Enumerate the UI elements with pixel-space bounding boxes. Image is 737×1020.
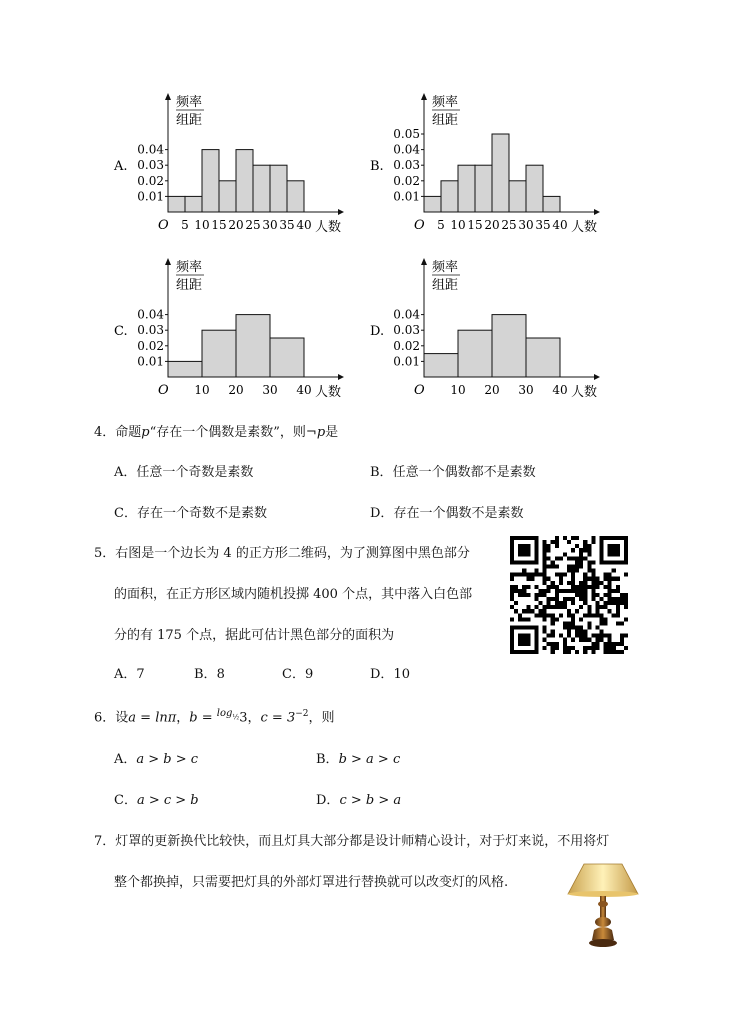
histogram-b-bar bbox=[492, 134, 509, 212]
histogram-c-bar bbox=[202, 330, 236, 377]
qr-modules bbox=[510, 536, 628, 654]
q6-option-d-text: c > b > a bbox=[339, 793, 402, 808]
histogram-c-x-tick-label: 10 bbox=[194, 383, 210, 397]
histogram-b-y-tick-label: 0.04 bbox=[393, 142, 420, 157]
q6-suffix: ，则 bbox=[308, 710, 335, 726]
histogram-b-x-tick-label: 30 bbox=[518, 218, 534, 232]
q5-line-1 bbox=[94, 547, 470, 560]
histogram-d bbox=[366, 255, 626, 410]
q6-b-log: log bbox=[216, 708, 233, 720]
histogram-b-x-unit: 人数 bbox=[571, 220, 598, 235]
histogram-b-bar bbox=[441, 181, 458, 212]
q4-option-d[interactable] bbox=[370, 507, 523, 520]
histogram-a-y-tick-label: 0.03 bbox=[137, 158, 164, 173]
q5-option-d-text: 10 bbox=[393, 667, 410, 682]
histogram-d-x-unit: 人数 bbox=[571, 385, 598, 400]
q5-option-a[interactable] bbox=[114, 668, 145, 681]
q6-b-arg: 3 bbox=[239, 710, 248, 726]
q6-option-c-key: C． bbox=[114, 793, 137, 808]
histogram-b-bar bbox=[526, 165, 543, 212]
histogram-b-bar bbox=[509, 181, 526, 212]
lamp-base bbox=[589, 939, 617, 947]
histogram-a-bar bbox=[185, 196, 202, 212]
q4-stem-post: 是 bbox=[325, 425, 339, 440]
histogram-a bbox=[110, 90, 370, 245]
histogram-b-bar bbox=[458, 165, 475, 212]
histogram-d-y-tick-label: 0.03 bbox=[393, 323, 420, 338]
q5-text-1: 右图是一个边长为 4 的正方形二维码，为了测算图中黑色部分 bbox=[115, 546, 470, 561]
histogram-c-bar bbox=[270, 338, 304, 377]
histogram-a-x-tick-label: 40 bbox=[296, 218, 312, 232]
histogram-a-bar bbox=[219, 181, 236, 212]
q6-c-exp: −2 bbox=[295, 709, 309, 719]
q6-option-b-key: B． bbox=[316, 752, 339, 767]
lamp-shade bbox=[568, 864, 638, 894]
q4-number: 4． bbox=[94, 425, 116, 440]
histogram-b-x-tick-label: 5 bbox=[437, 218, 445, 232]
histogram-c-svg bbox=[110, 255, 370, 410]
q5-number: 5． bbox=[94, 546, 116, 561]
histogram-c-x-unit: 人数 bbox=[315, 385, 342, 400]
histogram-d-x-tick-label: 10 bbox=[450, 383, 466, 397]
histogram-a-x-tick-label: 35 bbox=[279, 218, 295, 232]
q4-option-c[interactable] bbox=[114, 507, 267, 520]
histogram-c-origin: O bbox=[158, 383, 169, 398]
histogram-d-y-tick-label: 0.01 bbox=[393, 354, 420, 369]
q6-option-b-text: b > a > c bbox=[338, 752, 401, 767]
q6-stem bbox=[94, 710, 335, 727]
q5-option-a-key: A． bbox=[114, 667, 137, 682]
q4-option-d-key: D． bbox=[370, 506, 394, 521]
histogram-c-x-tick-label: 20 bbox=[228, 383, 244, 397]
q5-option-c-text: 9 bbox=[304, 667, 314, 682]
q4-neg-p: ¬p bbox=[305, 425, 326, 440]
histogram-c-y-tick-label: 0.03 bbox=[137, 323, 164, 338]
histogram-c-y-tick-label: 0.04 bbox=[137, 307, 164, 322]
histogram-a-y-tick-label: 0.02 bbox=[137, 173, 164, 188]
q4-p: p bbox=[141, 425, 150, 440]
histogram-a-bar bbox=[287, 181, 304, 212]
histogram-a-bar bbox=[168, 196, 185, 212]
histogram-a-bar bbox=[270, 165, 287, 212]
q5-option-b-text: 8 bbox=[216, 667, 225, 682]
histogram-d-option-label: D. bbox=[370, 324, 385, 339]
histogram-a-svg bbox=[110, 90, 370, 245]
q6-b-base: ½ bbox=[232, 713, 240, 722]
q4-option-a[interactable] bbox=[114, 466, 253, 479]
q7-number: 7． bbox=[94, 834, 116, 849]
histogram-b-y-arrow bbox=[421, 93, 427, 100]
histogram-a-y-label-bottom: 组距 bbox=[176, 113, 203, 128]
q4-option-b-text: 任意一个偶数都不是素数 bbox=[392, 465, 536, 480]
q6-option-d-key: D． bbox=[316, 793, 340, 808]
q5-option-a-text: 7 bbox=[136, 667, 145, 682]
q6-prefix: 设 bbox=[115, 710, 129, 726]
histogram-b-bar bbox=[475, 165, 492, 212]
q6-option-c[interactable] bbox=[114, 794, 199, 807]
histogram-c-y-tick-label: 0.01 bbox=[137, 354, 164, 369]
histogram-d-bar bbox=[492, 315, 526, 377]
histogram-b-x-tick-label: 25 bbox=[501, 218, 517, 232]
histogram-a-y-tick-label: 0.04 bbox=[137, 142, 164, 157]
q7-line-2: 整个都换掉，只需要把灯具的外部灯罩进行替换就可以改变灯的风格. bbox=[114, 875, 509, 890]
histogram-c-bar bbox=[236, 315, 270, 377]
q5-option-c-key: C． bbox=[282, 667, 305, 682]
q7-text-1: 灯罩的更新换代比较快，而且灯具大部分都是设计师精心设计，对于灯来说，不用将灯 bbox=[115, 834, 610, 849]
histogram-a-x-tick-label: 5 bbox=[181, 218, 189, 232]
histogram-b-y-label-top: 频率 bbox=[432, 95, 459, 110]
q6-option-c-text: a > c > b bbox=[136, 793, 199, 808]
q6-sep-2: ， bbox=[247, 710, 261, 726]
q5-option-b[interactable] bbox=[194, 668, 225, 681]
histogram-b-x-tick-label: 10 bbox=[450, 218, 466, 232]
q6-option-a-text: a > b > c bbox=[136, 752, 199, 767]
histogram-c-x-tick-label: 30 bbox=[262, 383, 278, 397]
q4-option-d-text: 存在一个偶数不是素数 bbox=[393, 506, 524, 521]
histogram-a-x-tick-label: 10 bbox=[194, 218, 210, 232]
histogram-b-x-tick-label: 40 bbox=[552, 218, 568, 232]
histogram-a-origin: O bbox=[158, 218, 169, 233]
histogram-b-svg bbox=[366, 90, 626, 245]
histogram-a-x-unit: 人数 bbox=[315, 220, 342, 235]
histogram-a-option-label: A. bbox=[114, 159, 128, 174]
q5-line-3: 分的有 175 个点，据此可估计黑色部分的面积为 bbox=[114, 628, 395, 643]
histogram-b-x-tick-label: 35 bbox=[535, 218, 551, 232]
q6-a-expr: a = lnπ bbox=[128, 710, 177, 726]
histogram-c bbox=[110, 255, 370, 410]
q4-option-c-text: 存在一个奇数不是素数 bbox=[136, 506, 267, 521]
histogram-d-x-tick-label: 40 bbox=[552, 383, 568, 397]
histogram-a-bar bbox=[236, 150, 253, 212]
qr-code-image bbox=[510, 536, 628, 654]
lamp-foot bbox=[592, 927, 614, 940]
q4-stem bbox=[94, 426, 338, 439]
histogram-b-y-tick-label: 0.05 bbox=[393, 127, 420, 141]
histogram-d-origin: O bbox=[414, 383, 425, 398]
q7-line-1 bbox=[94, 835, 609, 848]
histogram-c-x-tick-label: 40 bbox=[296, 383, 312, 397]
q6-sep-1: ， bbox=[176, 710, 190, 726]
histogram-a-y-tick-label: 0.01 bbox=[137, 189, 164, 204]
histogram-a-x-tick-label: 30 bbox=[262, 218, 278, 232]
histogram-b-y-tick-label: 0.01 bbox=[393, 189, 420, 204]
histogram-b-x-tick-label: 15 bbox=[467, 218, 483, 232]
lamp-image bbox=[566, 860, 640, 950]
histogram-d-y-label-top: 频率 bbox=[432, 260, 459, 275]
q6-option-d[interactable] bbox=[316, 794, 401, 807]
q4-option-b-key: B． bbox=[370, 465, 393, 480]
histogram-b-bar bbox=[543, 196, 560, 212]
histogram-a-y-label-top: 频率 bbox=[176, 95, 203, 110]
histogram-c-y-tick-label: 0.02 bbox=[137, 338, 164, 353]
histogram-a-x-tick-label: 25 bbox=[245, 218, 261, 232]
histogram-b-bar bbox=[424, 196, 441, 212]
histogram-d-y-label-bottom: 组距 bbox=[432, 278, 459, 293]
q5-option-d-key: D． bbox=[370, 667, 394, 682]
q6-option-b[interactable] bbox=[316, 753, 400, 766]
histogram-b-option-label: B. bbox=[370, 159, 384, 174]
lamp-knob bbox=[598, 901, 608, 907]
histogram-a-x-arrow bbox=[338, 209, 344, 215]
histogram-b-origin: O bbox=[414, 218, 425, 233]
histogram-d-y-arrow bbox=[421, 258, 427, 265]
q6-option-a-key: A． bbox=[114, 752, 137, 767]
histogram-d-y-tick-label: 0.04 bbox=[393, 307, 420, 322]
histogram-b-x-arrow bbox=[594, 209, 600, 215]
q4-option-a-key: A． bbox=[114, 465, 137, 480]
histogram-a-bar bbox=[253, 165, 270, 212]
q6-option-a[interactable] bbox=[114, 753, 198, 766]
histogram-d-x-tick-label: 20 bbox=[484, 383, 500, 397]
histogram-d-x-arrow bbox=[594, 374, 600, 380]
histogram-c-x-arrow bbox=[338, 374, 344, 380]
histogram-c-y-label-bottom: 组距 bbox=[176, 278, 203, 293]
q4-option-c-key: C． bbox=[114, 506, 137, 521]
histogram-d-y-tick-label: 0.02 bbox=[393, 338, 420, 353]
histogram-b-y-tick-label: 0.03 bbox=[393, 158, 420, 173]
q5-option-d[interactable] bbox=[370, 668, 410, 681]
histogram-c-option-label: C. bbox=[114, 324, 128, 339]
lamp-body bbox=[595, 917, 611, 927]
q4-option-b[interactable] bbox=[370, 466, 536, 479]
q5-line-2: 的面积，在正方形区域内随机投掷 400 个点，其中落入白色部 bbox=[114, 587, 473, 602]
histogram-b-y-label-bottom: 组距 bbox=[432, 113, 459, 128]
q5-option-b-key: B． bbox=[194, 667, 217, 682]
histogram-a-bar bbox=[202, 150, 219, 212]
histogram-d-bar bbox=[424, 354, 458, 377]
histogram-d-bar bbox=[458, 330, 492, 377]
histogram-c-y-label-top: 频率 bbox=[176, 260, 203, 275]
q6-number: 6． bbox=[94, 710, 116, 726]
q6-b-pre: b = bbox=[189, 710, 217, 726]
histogram-d-svg bbox=[366, 255, 626, 410]
q4-stem-mid: “存在一个偶数是素数”，则 bbox=[149, 425, 306, 440]
histogram-d-bar bbox=[526, 338, 560, 377]
q5-option-c[interactable] bbox=[282, 668, 313, 681]
histogram-b bbox=[366, 90, 626, 245]
histogram-b-x-tick-label: 20 bbox=[484, 218, 500, 232]
histogram-c-bar bbox=[168, 361, 202, 377]
histogram-a-x-tick-label: 15 bbox=[211, 218, 227, 232]
histogram-d-x-tick-label: 30 bbox=[518, 383, 534, 397]
q6-c-expr: c = 3 bbox=[260, 710, 296, 726]
histogram-a-x-tick-label: 20 bbox=[228, 218, 244, 232]
histogram-a-y-arrow bbox=[165, 93, 171, 100]
histogram-b-y-tick-label: 0.02 bbox=[393, 173, 420, 188]
histogram-c-y-arrow bbox=[165, 258, 171, 265]
q4-stem-pre: 命题 bbox=[115, 425, 142, 440]
q4-option-a-text: 任意一个奇数是素数 bbox=[136, 465, 254, 480]
